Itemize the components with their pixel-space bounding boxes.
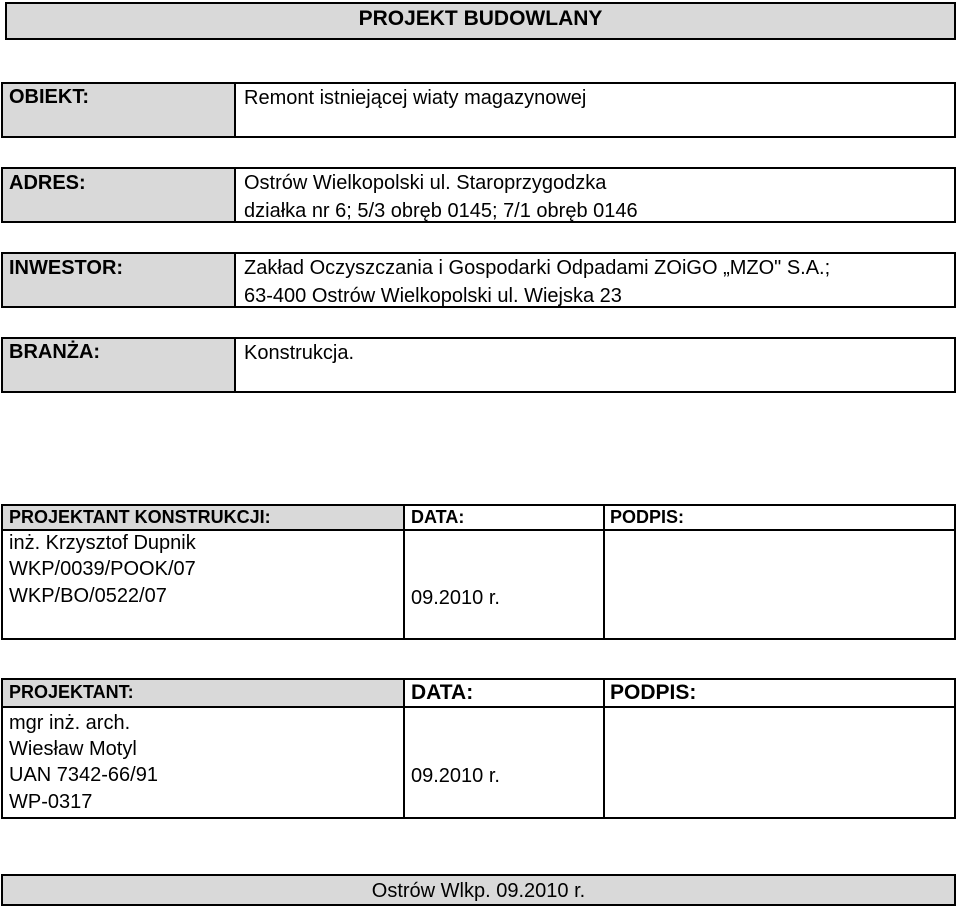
inwestor-line-2: 63-400 Ostrów Wielkopolski ul. Wiejska 23 [244,285,622,307]
sig2-line-4: WP-0317 [9,791,93,813]
sig2-col-divider-1 [403,678,405,819]
inwestor-label: INWESTOR: [9,257,124,279]
sig1-line-1: inż. Krzysztof Dupnik [9,532,196,554]
sig1-line-2: WKP/0039/POOK/07 [9,558,196,580]
obiekt-label: OBIEKT: [9,86,89,108]
sig2-line-3: UAN 7342-66/91 [9,764,158,786]
inwestor-line-1: Zakład Oczyszczania i Gospodarki Odpadami ZOiGO „MZO" S.A.; [244,257,831,279]
sig2-role-label: PROJEKTANT: [9,682,134,702]
obiekt-value: Remont istniejącej wiaty magazynowej [244,87,587,109]
branza-label: BRANŻA: [9,341,101,363]
sig2-line-2: Wiesław Motyl [9,738,137,760]
sig2-line-1: mgr inż. arch. [9,712,131,734]
branza-value: Konstrukcja. [244,342,355,364]
footer-place-date: Ostrów Wlkp. 09.2010 r. [371,880,586,902]
adres-line-1: Ostrów Wielkopolski ul. Staroprzygodzka [244,172,607,194]
sig1-date-label: DATA: [411,507,465,527]
sig2-date-label: DATA: [411,681,474,704]
sig1-role-label: PROJEKTANT KONSTRUKCJI: [9,507,271,527]
sig1-date: 09.2010 r. [411,587,500,609]
adres-line-2: działka nr 6; 5/3 obręb 0145; 7/1 obręb 0146 [244,200,638,222]
sig2-col-divider-2 [603,678,605,819]
sig1-line-3: WKP/BO/0522/07 [9,585,167,607]
sig2-header-divider [1,706,956,708]
sig2-sign-label: PODPIS: [610,681,697,704]
sig2-date: 09.2010 r. [411,765,500,787]
sig1-sign-label: PODPIS: [610,507,685,527]
sig1-col-divider-2 [603,504,605,640]
page-title: PROJEKT BUDOWLANY [358,7,603,30]
sig1-col-divider-1 [403,504,405,640]
adres-label: ADRES: [9,172,86,194]
